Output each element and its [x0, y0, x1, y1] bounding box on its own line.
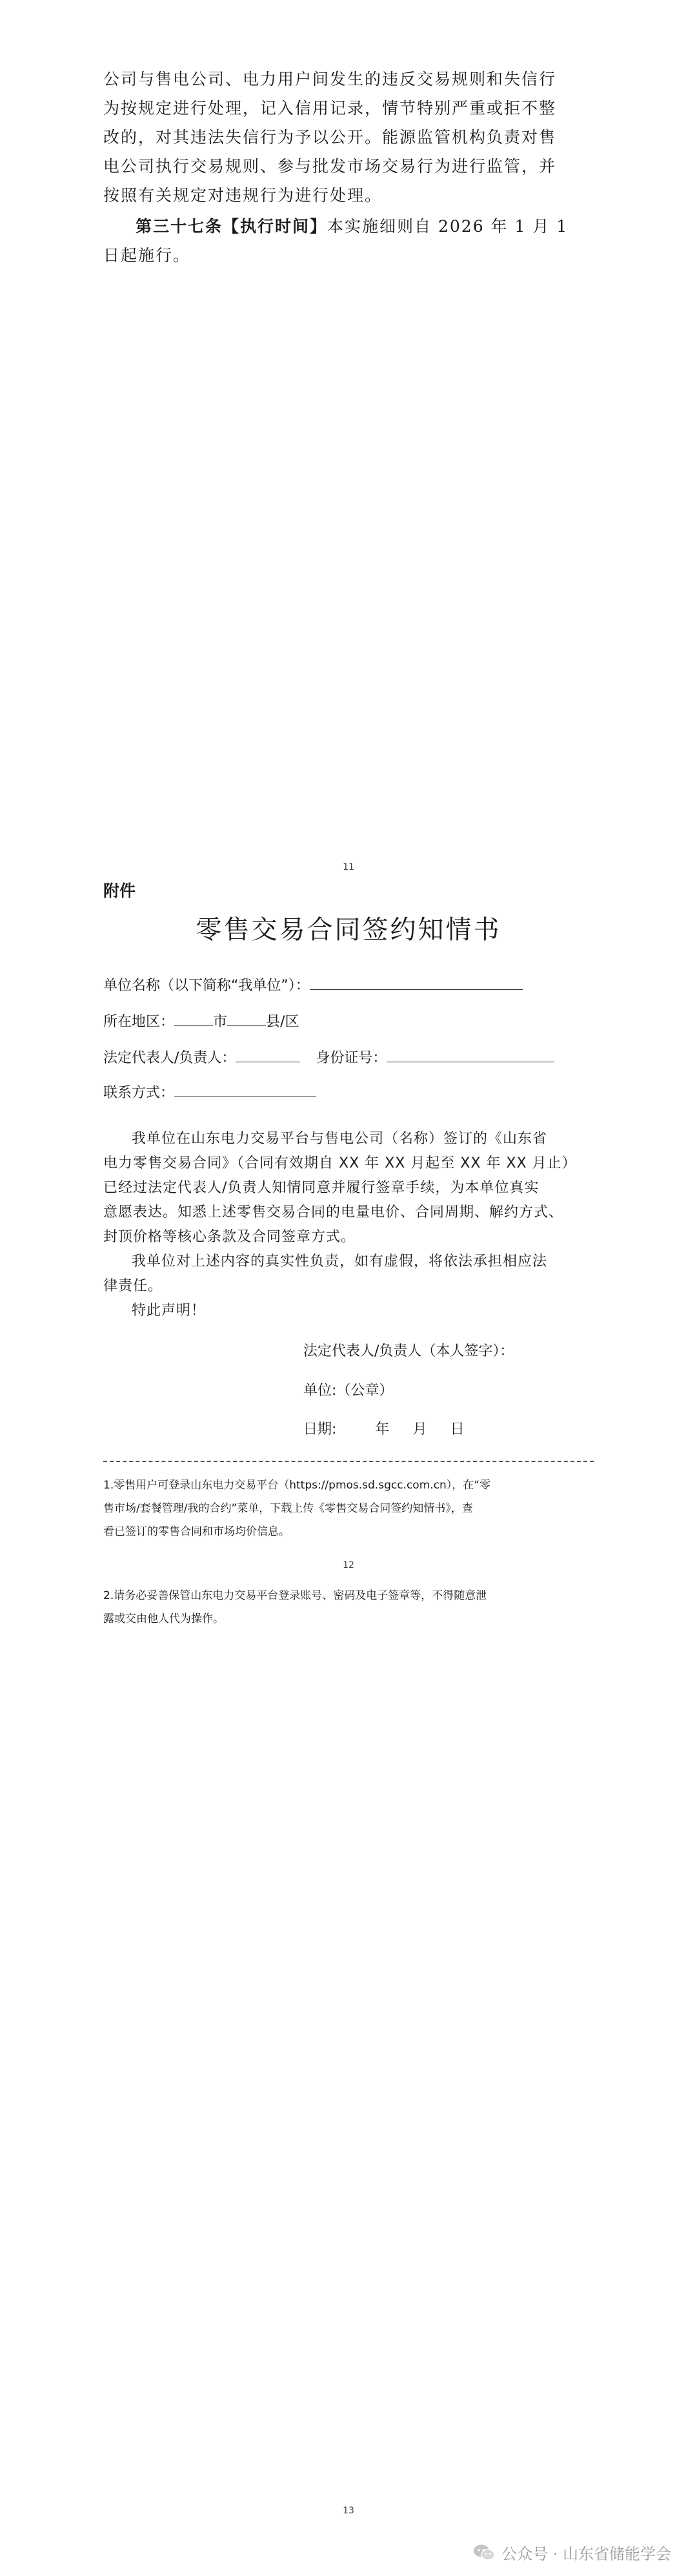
text-line: 2.请务必妥善保管山东电力交易平台登录账号、密码及电子签章等，不得随意泄 — [103, 1589, 487, 1602]
article-36-continuation — [103, 65, 594, 210]
text-line: 电公司执行交易规则、参与批发市场交易行为进行监管，并 — [103, 157, 557, 176]
city-suffix: 市 — [213, 1014, 228, 1030]
legal-rep-field — [103, 1047, 554, 1069]
text-line: 电力零售交易合同》（合同有效期自 XX 年 XX 月起至 XX 年 XX 月止） — [103, 1155, 577, 1171]
text-line: 意愿表达。知悉上述零售交易合同的电量电价、合同周期、解约方式、 — [103, 1204, 564, 1221]
page-number: 11 — [343, 862, 354, 872]
region-label: 所在地区： — [103, 1014, 175, 1030]
year-label: 年 — [375, 1421, 390, 1437]
footnote-1 — [103, 1474, 594, 1543]
signature-date — [303, 1419, 464, 1440]
unit-name-field — [103, 975, 523, 996]
text-line: 我单位在山东电力交易平台与售电公司（名称）签订的《山东省 — [132, 1131, 548, 1147]
county-suffix: 县/区 — [266, 1014, 299, 1030]
legal-rep-blank — [236, 1047, 300, 1062]
wechat-icon — [473, 2544, 495, 2562]
page-number: 12 — [343, 1560, 354, 1571]
text-line: 看已签订的零售合同和市场均价信息。 — [103, 1525, 290, 1538]
text-line: 公司与售电公司、电力用户间发生的违反交易规则和失信行 — [103, 70, 557, 88]
text-line: 我单位对上述内容的真实性负责，如有虚假，将依法承担相应法 — [132, 1253, 548, 1270]
text-line: 为按规定进行处理，记入信用记录，情节特别严重或拒不整 — [103, 99, 557, 118]
date-label: 日期: — [303, 1421, 337, 1437]
text-line: 律责任。 — [103, 1278, 163, 1294]
document-title: 零售交易合同签约知情书 — [196, 915, 501, 945]
legal-rep-label: 法定代表人/负责人： — [103, 1050, 236, 1066]
dashed-divider — [103, 1461, 594, 1462]
page-number: 13 — [343, 2506, 354, 2516]
county-blank — [227, 1011, 266, 1026]
text-line: 售市场/套餐管理/我的合约”菜单，下载上传《零售交易合同签约知情书》，查 — [103, 1502, 473, 1515]
id-blank — [387, 1047, 554, 1062]
text-line: 封顶价格等核心条款及合同签章方式。 — [103, 1229, 356, 1245]
article-text-continued: 日起施行。 — [103, 246, 191, 265]
contact-label: 联系方式： — [103, 1085, 175, 1101]
footnote-2 — [103, 1584, 594, 1631]
contact-blank — [174, 1082, 316, 1097]
declaration-paragraph-1 — [103, 1127, 594, 1323]
day-label: 日 — [450, 1421, 465, 1437]
unit-name-label: 单位名称（以下简称“我单位”）： — [103, 978, 310, 994]
text-line: 改的，对其违法失信行为予以公开。能源监管机构负责对售 — [103, 128, 557, 147]
article-title: 第三十七条 — [136, 217, 223, 236]
watermark — [473, 2541, 671, 2564]
watermark-text: 公众号 · 山东省储能学会 — [501, 2545, 671, 2563]
signature-rep: 法定代表人/负责人（本人签字）： — [303, 1343, 514, 1359]
article-heading: 【执行时间】 — [223, 217, 328, 236]
contact-field — [103, 1082, 316, 1104]
text-line: 露或交由他人代为操作。 — [103, 1613, 224, 1625]
text-line: 已经过法定代表人/负责人知情同意并履行签章手续，为本单位真实 — [103, 1180, 540, 1196]
text-line: 1.零售用户可登录山东电力交易平台（https://pmos.sd.sgcc.com.cn），在“零 — [103, 1479, 491, 1492]
appendix-label: 附件 — [103, 881, 136, 900]
signature-unit: 单位:（公章） — [303, 1383, 394, 1399]
month-label: 月 — [412, 1421, 427, 1437]
region-field — [103, 1011, 299, 1033]
closing-statement: 特此声明！ — [132, 1303, 207, 1319]
article-text: 本实施细则自 2026 年 1 月 1 — [327, 217, 569, 236]
city-blank — [174, 1011, 213, 1026]
text-line: 按照有关规定对违规行为进行处理。 — [103, 186, 383, 205]
article-37 — [103, 212, 594, 270]
unit-name-blank — [310, 975, 523, 990]
id-label: 身份证号： — [316, 1050, 387, 1066]
